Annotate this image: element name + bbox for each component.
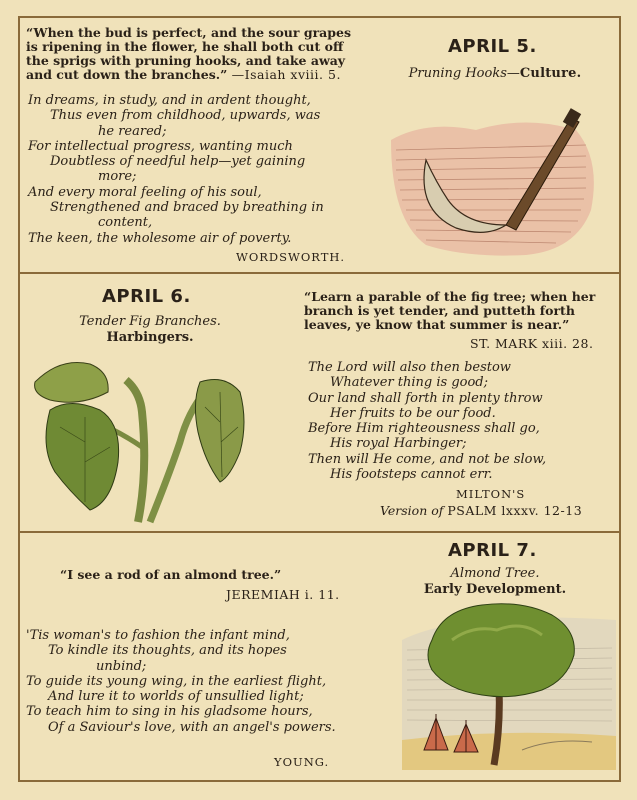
poem-line: content, [98,215,153,231]
divider-2 [18,531,621,533]
poem-line: His footsteps cannot err. [330,467,493,483]
entry-3-quote-reference: JEREMIAH i. 11. [226,587,340,602]
subtitle-italic: Pruning Hooks [408,66,507,81]
poem-line: more; [98,169,137,185]
poem-line: unbind; [96,658,147,674]
subtitle-dash: — [506,66,520,81]
entry-2-quote: “Learn a parable of the fig tree; when her branch is yet tender, and putteth forth leaves, ye know that summer is near.” [304,289,596,332]
poem-line: To kindle its thoughts, and its hopes [48,643,287,659]
poem-line: For intellectual progress, wanting much [28,138,293,154]
entry-3-subtitle-italic: Almond Tree. [450,566,540,581]
poem-line: And lure it to worlds of unsullied light; [48,689,304,705]
fig-branch-illustration [30,352,260,527]
subtitle-gothic: Culture. [519,66,582,81]
almond-tree-illustration [402,600,616,778]
entry-2-poem [308,360,546,482]
author-version-psalm: PSALM lxxxv. 12-13 [447,503,583,518]
poem-line: Strengthened and braced by breathing in [50,200,324,216]
entry-1-poem [28,93,324,246]
poem-line: In dreams, in study, and in ardent thought, [28,93,311,108]
poem-line: Of a Saviour's love, with an angel's powers. [48,719,336,735]
poem-line: Our land shall forth in plenty throw [308,390,543,406]
quote-text: “When the bud is perfect, and the sour grapes is ripening in the flower, he shall both cut off the sprigs with pruning hooks, and take away and cut down the branches.” [26,25,351,82]
quote-reference: —Isaiah xviii. 5. [231,67,341,82]
entry-3-subtitle-gothic: Early Development. [423,582,567,597]
entry-2-date: APRIL 6. [102,286,191,307]
entry-2-subtitle-gothic: Harbingers. [106,330,194,345]
poem-line: His royal Harbinger; [330,436,467,452]
entry-1-subtitle [380,66,610,81]
poem-line: Thus even from childhood, upwards, was [50,108,321,124]
author-version-italic: Version of [380,503,444,518]
divider-1 [18,272,621,274]
poem-line: Whatever thing is good; [330,375,489,391]
entry-1-date: APRIL 5. [448,36,537,57]
entry-3-date: APRIL 7. [448,540,537,561]
poem-line: he reared; [98,123,167,139]
entry-3-quote: “I see a rod of an almond tree.” [60,567,282,582]
entry-1-quote [26,26,366,82]
poem-line: Her fruits to be our food. [330,405,496,421]
poem-line: To teach him to sing in his gladsome hours, [26,704,313,720]
poem-line: 'Tis woman's to fashion the infant mind, [26,628,290,643]
poem-line: Doubtless of needful help—yet gaining [50,154,306,170]
poem-line: And every moral feeling of his soul, [28,184,262,200]
poem-line: Then will He come, and not be slow, [308,451,547,467]
entry-2-author-version [380,503,582,518]
entry-1-author: WORDSWORTH. [236,250,346,264]
entry-2-quote-reference: ST. MARK xiii. 28. [470,336,594,351]
poem-line: Before Him righteousness shall go, [308,421,540,437]
entry-2-subtitle-italic: Tender Fig Branches. [79,314,221,329]
entry-3-author: YOUNG. [274,755,330,769]
poem-line: To guide its young wing, in the earliest flight, [26,673,327,689]
entry-2-author: MILTON'S [456,487,526,501]
poem-line: The Lord will also then bestow [308,360,511,375]
pruning-hook-illustration [386,100,606,260]
poem-line: The keen, the wholesome air of poverty. [28,230,292,246]
entry-3-poem [26,628,336,735]
